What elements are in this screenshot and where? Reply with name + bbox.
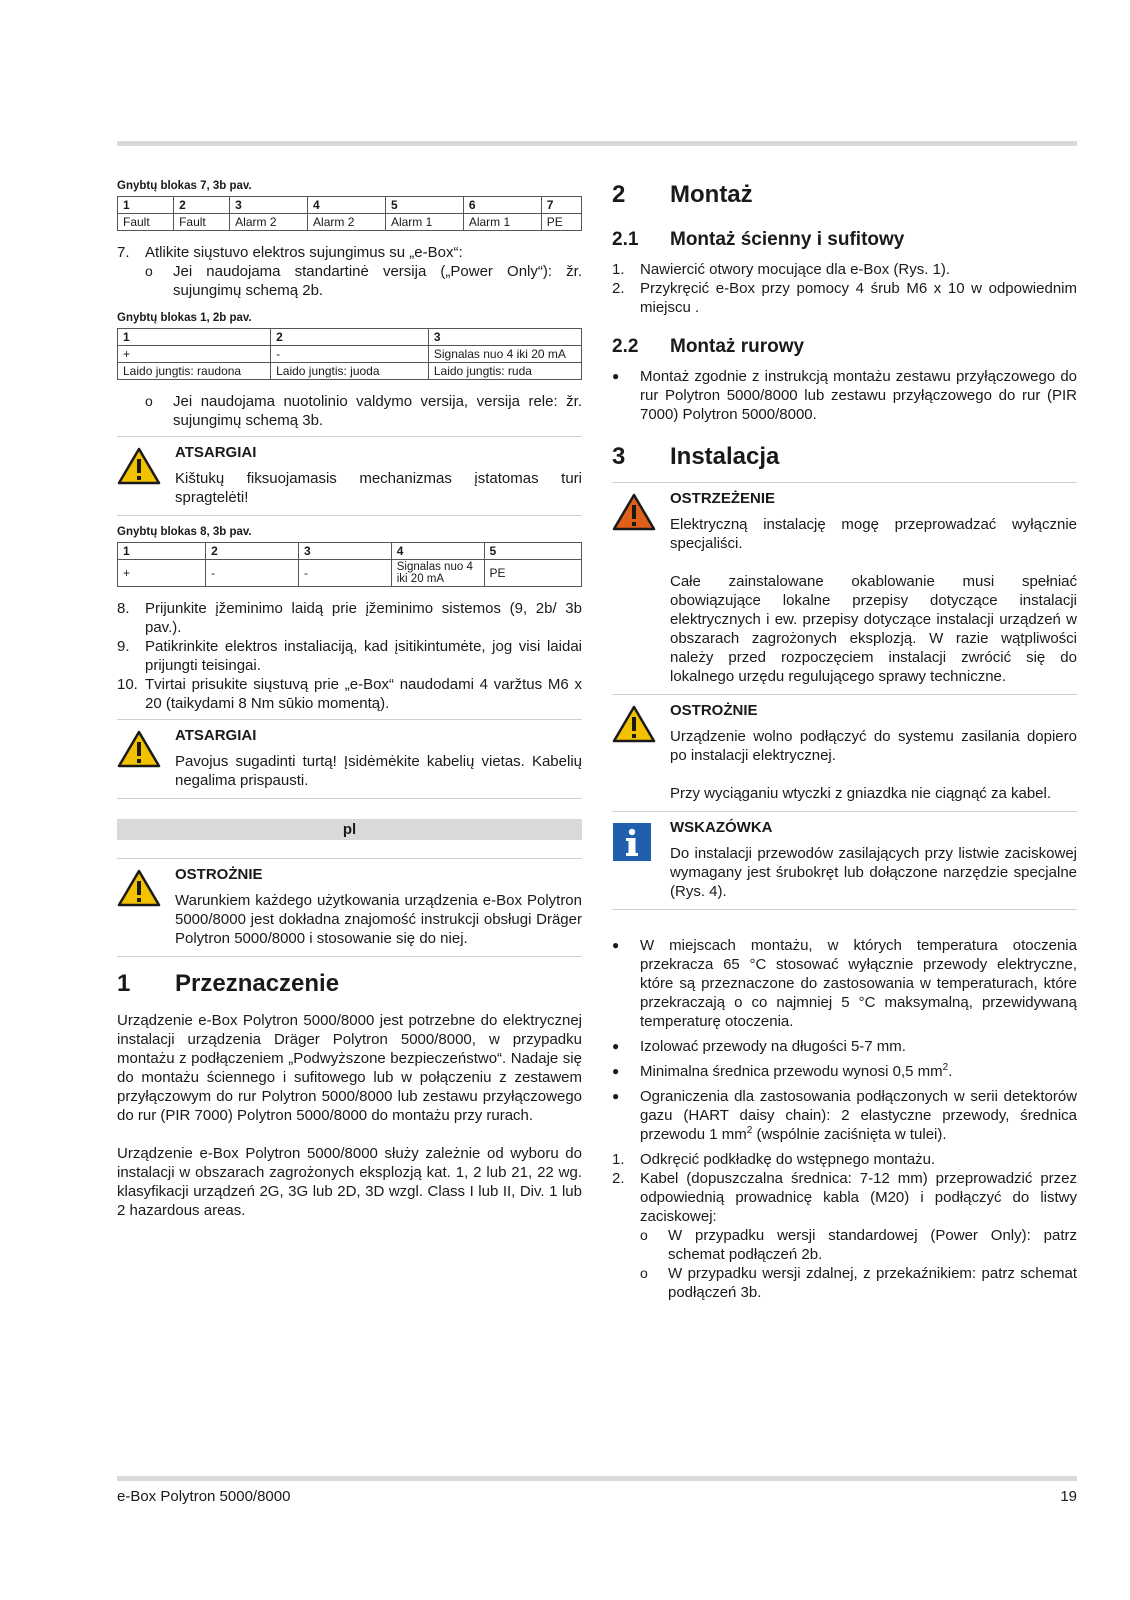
table-cell: 3 <box>298 543 391 560</box>
table-cell: 1 <box>118 543 206 560</box>
sub-list-item: o Jei naudojama standartinė versija („Power Only“): žr. sujungimų schemą 2b. <box>145 263 582 299</box>
bullet-item: ● Ograniczenia dla zastosowania podłączonych w serii detektorów gazu (HART daisy chain): 2 elastyczne przewody, średnica przewodu 1 $mm^2$ (wspólnie zaciśnięta w tulei). <box>612 1088 1077 1143</box>
table-cell: Alarm 1 <box>463 214 541 231</box>
table-cell: Fault <box>118 214 174 231</box>
caution-triangle-icon <box>117 726 175 790</box>
table1-caption: Gnybtų blokas 1, 2b pav. <box>117 312 252 324</box>
table-cell: Signalas nuo 4 iki 20 mA <box>391 560 484 587</box>
notice-text: Kištukų fiksuojamasis mechanizmas įstatomas turi spragtelėti! <box>175 470 582 506</box>
table-cell: Laido jungtis: raudona <box>118 363 271 380</box>
page-number: 19 <box>1060 1488 1077 1505</box>
table-cell: Alarm 2 <box>230 214 308 231</box>
caution-triangle-icon <box>612 701 670 803</box>
bullet-item: ● Izolować przewody na długości 5-7 mm. <box>612 1038 906 1055</box>
notice-title: ATSARGIAI <box>175 727 257 744</box>
table-cell: 2 <box>271 329 429 346</box>
table-cell: 6 <box>463 197 541 214</box>
notice-title: OSTROŻNIE <box>175 866 263 883</box>
terminal-table-7 <box>117 196 582 231</box>
paragraph: Urządzenie e-Box Polytron 5000/8000 jest potrzebne do elektrycznej instalacji urządzenia Dräger Polytron 5000/8000, w przypadku montażu z podłączeniem „Podwyższone bezpieczeństwo“. Nadaje się do montażu ściennego i sufitowego lub w połączeniu z zestawem przyłączowym do rur Polytron 5000/8000 lub zestawu przyłączowego do rur (PIR 7000) Polytron 5000/8000 do montażu przy rurach. <box>117 1012 582 1124</box>
table-cell: 7 <box>541 197 581 214</box>
notice-title: WSKAZÓWKA <box>670 819 773 836</box>
bullet-item: ● Montaż zgodnie z instrukcją montażu zestawu przyłączowego do rur Polytron 5000/8000 lub zestawu przyłączowego do rur (PIR 7000) Polytron 5000/8000. <box>612 368 1077 423</box>
notice-text: Elektryczną instalację mogę przeprowadzać wyłącznie specjaliści. <box>670 516 1077 552</box>
notice-title: OSTRZEŻENIE <box>670 490 776 507</box>
terminal-table-1 <box>117 328 582 380</box>
info-notice <box>612 812 1077 910</box>
notice-text: Przy wyciąganiu wtyczki z gniazdka nie ciągnąć za kabel. <box>670 785 1052 802</box>
table-cell: - <box>271 346 429 363</box>
table-cell: Alarm 2 <box>308 214 386 231</box>
notice-title: ATSARGIAI <box>175 444 257 461</box>
paragraph: Urządzenie e-Box Polytron 5000/8000 służy zależnie od wyboru do instalacji w obszarach zagrożonych eksplozją kat. 1, 2 lub 21, 22 wg. klasyfikacji urządzeń 2G, 3G lub 2D, 3D wzgl. Class I lub II, Div. 1 lub 2 hazardous areas. <box>117 1145 582 1219</box>
notice-text: Całe zainstalowane okablowanie musi spełniać obowiązujące lokalne przepisy dotyczące instalacji elektrycznych i ew. przepisy dotyczące instalacji urządzeń w obszarach zagrożonych eksplozją. W razie wątpliwości należy przed rozpoczęciem instalacji zwrócić się do lokalnego urzędu regulującego sprawy techniczne. <box>670 573 1077 685</box>
table-cell: Laido jungtis: ruda <box>428 363 581 380</box>
table-cell: 3 <box>428 329 581 346</box>
list-item: 2. Kabel (dopuszczalna średnica: 7-12 mm) przeprowadzić przez odpowiednią prowadnicę kabla (M20) i podłączyć do listwy zaciskowej: <box>612 1170 1077 1225</box>
table-cell: - <box>298 560 391 587</box>
table7-caption: Gnybtų blokas 7, 3b pav. <box>117 180 252 192</box>
section-heading: 1 Przeznaczenie <box>117 970 340 997</box>
bullet-item: ● Minimalna średnica przewodu wynosi 0,5 $mm^2$. <box>612 1062 953 1080</box>
table-cell: PE <box>541 214 581 231</box>
table-cell: 2 <box>206 543 299 560</box>
bullet-item: ● W miejscach montażu, w których temperatura otoczenia przekracza 65 °C stosować wyłącznie przewody elektryczne, które są przeznaczone do zastosowania w temperaturach, które przekraczają o co najmniej 5 °C maksymalną, przewidywaną temperaturę otoczenia. <box>612 937 1077 1030</box>
table-cell: 3 <box>230 197 308 214</box>
table-cell: 5 <box>385 197 463 214</box>
caution-triangle-icon <box>117 865 175 948</box>
footer-title: e-Box Polytron 5000/8000 <box>117 1488 291 1505</box>
caution-triangle-icon <box>117 443 175 507</box>
table-cell: Alarm 1 <box>385 214 463 231</box>
section-heading: 2 Montaż <box>612 181 753 208</box>
table-cell: + <box>118 346 271 363</box>
notice-text: Pavojus sugadinti turtą! Įsidėmėkite kabelių vietas. Kabelių negalima prispausti. <box>175 753 582 789</box>
terminal-table-8 <box>117 542 582 587</box>
caution-notice <box>612 695 1077 812</box>
warning-notice <box>612 482 1077 695</box>
caution-notice <box>117 436 582 516</box>
language-bar: pl <box>117 819 582 840</box>
table-cell: 4 <box>308 197 386 214</box>
table-cell: + <box>118 560 206 587</box>
table-cell: PE <box>484 560 581 587</box>
table-cell: Laido jungtis: juoda <box>271 363 429 380</box>
subsection-heading: 2.2 Montaż rurowy <box>612 336 805 357</box>
table-cell: 4 <box>391 543 484 560</box>
notice-text: Warunkiem każdego użytkowania urządzenia e-Box Polytron 5000/8000 jest dokładna znajomość instrukcji obsługi Dräger Polytron 5000/8000 i stosowanie się do niej. <box>175 892 582 947</box>
header-rule <box>117 141 1077 146</box>
list-item: 1. Odkręcić podkładkę do wstępnego montażu. <box>612 1151 936 1168</box>
table-cell: 1 <box>118 329 271 346</box>
list-item: 10. Tvirtai prisukite siųstuvą prie „e-Box“ naudodami 4 varžtus M6 x 20 (taikydami 8 Nm sūkio momentą). <box>117 676 582 712</box>
left-column <box>117 180 582 1220</box>
table-cell: Fault <box>174 214 230 231</box>
caution-notice <box>117 719 582 799</box>
table-cell: - <box>206 560 299 587</box>
list-item: 8. Prijunkite įžeminimo laidą prie įžeminimo sistemos (9, 2b/ 3b pav.). <box>117 600 582 636</box>
table-cell: 5 <box>484 543 581 560</box>
table8-caption: Gnybtų blokas 8, 3b pav. <box>117 526 252 538</box>
subsection-heading: 2.1 Montaż ścienny i sufitowy <box>612 229 905 250</box>
info-icon <box>612 818 670 901</box>
section-heading: 3 Instalacja <box>612 443 780 470</box>
list-item: 7. Atlikite siųstuvo elektros sujungimus su „e-Box“: <box>117 244 463 261</box>
sub-list-item: o W przypadku wersji zdalnej, z przekaźnikiem: patrz schemat podłączeń 3b. <box>640 1265 1077 1301</box>
table-cell: Signalas nuo 4 iki 20 mA <box>428 346 581 363</box>
list-item: 9. Patikrinkite elektros instaliaciją, kad įsitikintumėte, jog visi laidai prijungti teisingai. <box>117 638 582 674</box>
sub-list-item: o W przypadku wersji standardowej (Power Only): patrz schemat podłączeń 2b. <box>640 1227 1077 1263</box>
table-cell: 2 <box>174 197 230 214</box>
list-item: 1. Nawiercić otwory mocujące dla e-Box (Rys. 1). <box>612 261 951 278</box>
notice-text: Do instalacji przewodów zasilających przy listwie zaciskowej wymagany jest śrubokręt lub dołączone narzędzie specjalne (Rys. 4). <box>670 845 1077 900</box>
table-cell: 1 <box>118 197 174 214</box>
notice-text: Urządzenie wolno podłączyć do systemu zasilania dopiero po instalacji elektrycznej. <box>670 728 1077 764</box>
sub-list-item: o Jei naudojama nuotolinio valdymo versija, versija rele: žr. sujungimų schemą 3b. <box>145 393 582 429</box>
notice-title: OSTROŻNIE <box>670 702 758 719</box>
caution-notice <box>117 858 582 957</box>
list-item: 2. Przykręcić e-Box przy pomocy 4 śrub M6 x 10 w odpowiednim miejscu . <box>612 280 1077 316</box>
footer-rule <box>117 1476 1077 1481</box>
right-column <box>612 180 1077 1302</box>
warning-triangle-icon <box>612 489 670 686</box>
